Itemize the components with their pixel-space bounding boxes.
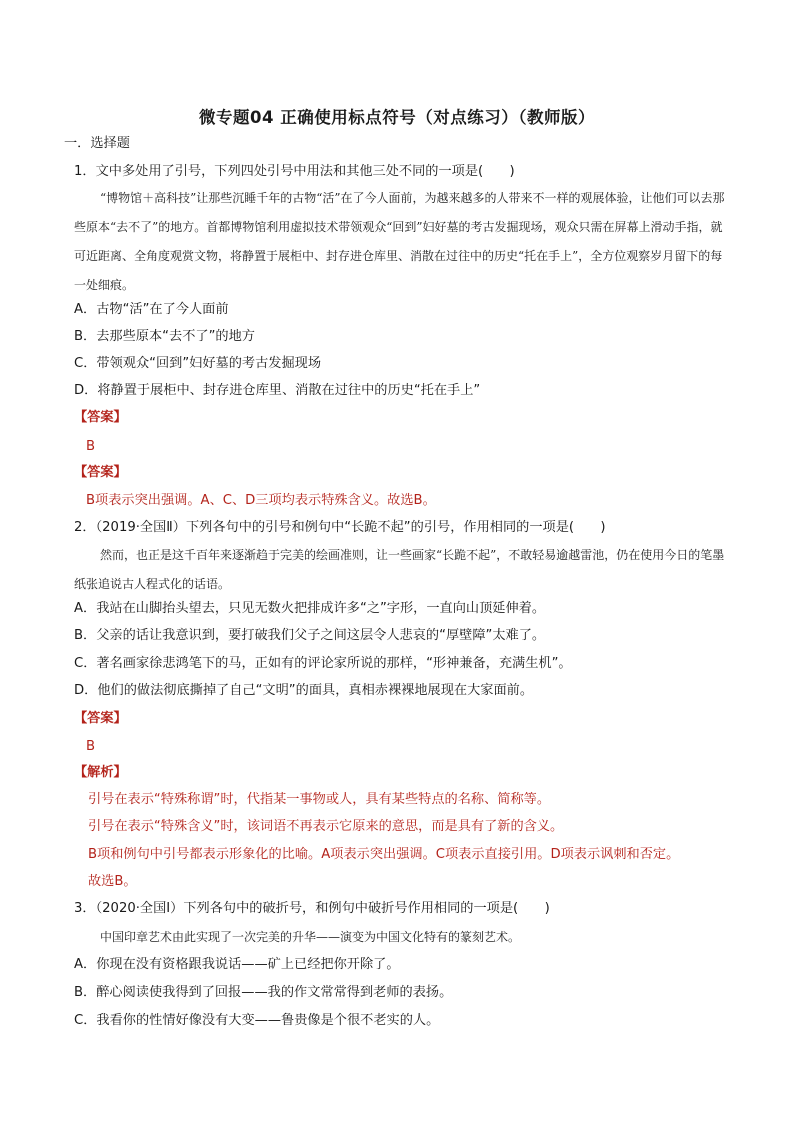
question-2-option-b: B．父亲的话让我意识到，要打破我们父子之间这层令人悲哀的“厚壁障”太难了。	[74, 628, 546, 643]
question-2-passage	[74, 541, 730, 599]
question-3-option-a: A．你现在没有资格跟我说话——矿上已经把你开除了。	[74, 957, 400, 972]
question-2-analysis-tag: 【解析】	[74, 765, 127, 780]
question-1-option-d: D．将静置于展柜中、封存进仓库里、消散在过往中的历史“托在手上”	[74, 383, 481, 398]
question-2-analysis-line: 引号在表示“特殊含义”时，该词语不再表示它原来的意思，而是具有了新的含义。	[88, 819, 564, 834]
question-3-option-b: B．醉心阅读使我得到了回报——我的作文常常得到老师的表扬。	[74, 985, 453, 1000]
question-3-stem: 3．（2020·全国Ⅰ）下列各句中的破折号，和例句中破折号作用相同的一项是( )	[74, 901, 550, 916]
question-1-passage-text: “博物馆＋高科技”让那些沉睡千年的古物“活”在了今人面前，为越来越多的人带来不一样的观展体验，让他们可以去那些原本“去不了”的地方。首都博物馆利用虚拟技术带领观众“回到”妇好墓的考古发掘现场，观众只需在屏幕上滑动手指，就可近距离、全角度观赏文物，将静置于展柜中、封存进仓库里、消散在过往中的历史“托在手上”，全方位观察岁月留下的每一处细痕。	[74, 191, 725, 292]
question-1-analysis: B项表示突出强调。A、C、D三项均表示特殊含义。故选B。	[86, 493, 436, 508]
question-1-stem: 1．文中多处用了引号，下列四处引号中用法和其他三处不同的一项是( )	[74, 164, 515, 179]
question-2-answer-tag: 【答案】	[74, 711, 127, 726]
question-1-option-b: B．去那些原本“去不了”的地方	[74, 329, 255, 344]
question-2-analysis-line: 故选B。	[88, 874, 137, 889]
question-2-passage-text: 然而，也正是这千百年来逐渐趋于完美的绘画准则，让一些画家“长跪不起”，不敢轻易逾越雷池，仍在使用今日的笔墨纸张追说古人程式化的话语。	[74, 548, 725, 591]
question-1-option-a: A．古物“活”在了今人面前	[74, 302, 229, 317]
question-1-passage	[74, 184, 730, 300]
question-2-option-a: A．我站在山脚抬头望去，只见无数火把排成许多“之”字形，一直向山顶延伸着。	[74, 601, 546, 616]
question-2-analysis-line: 引号在表示“特殊称谓”时，代指某一事物或人，具有某些特点的名称、简称等。	[88, 792, 551, 807]
question-1-option-c: C．带领观众“回到”妇好墓的考古发掘现场	[74, 356, 322, 371]
question-1-answer: B	[86, 439, 96, 454]
question-1-answer-tag: 【答案】	[74, 410, 127, 425]
question-3-passage-text: 中国印章艺术由此实现了一次完美的升华——演变为中国文化特有的篆刻艺术。	[100, 930, 521, 944]
question-3-option-c: C．我看你的性情好像没有大变——鲁贵像是个很不老实的人。	[74, 1013, 440, 1028]
section-heading: 一．选择题	[64, 136, 130, 151]
question-2-option-d: D．他们的做法彻底撕掉了自己“文明”的面具，真相赤裸裸地展现在大家面前。	[74, 683, 534, 698]
question-1-analysis-tag: 【答案】	[74, 465, 127, 480]
question-2-analysis-line: B项和例句中引号都表示形象化的比喻。A项表示突出强调。C项表示直接引用。D项表示讽刺和否定。	[88, 847, 680, 862]
question-2-stem: 2．（2019·全国Ⅱ）下列各句中的引号和例句中“长跪不起”的引号，作用相同的一项是( )	[74, 520, 606, 535]
question-2-option-c: C．著名画家徐悲鸿笔下的马，正如有的评论家所说的那样，“形神兼备，充满生机”。	[74, 656, 572, 671]
page-title: 微专题04 正确使用标点符号（对点练习）（教师版）	[199, 108, 595, 127]
question-2-answer: B	[86, 739, 96, 754]
question-3-passage	[74, 923, 730, 952]
